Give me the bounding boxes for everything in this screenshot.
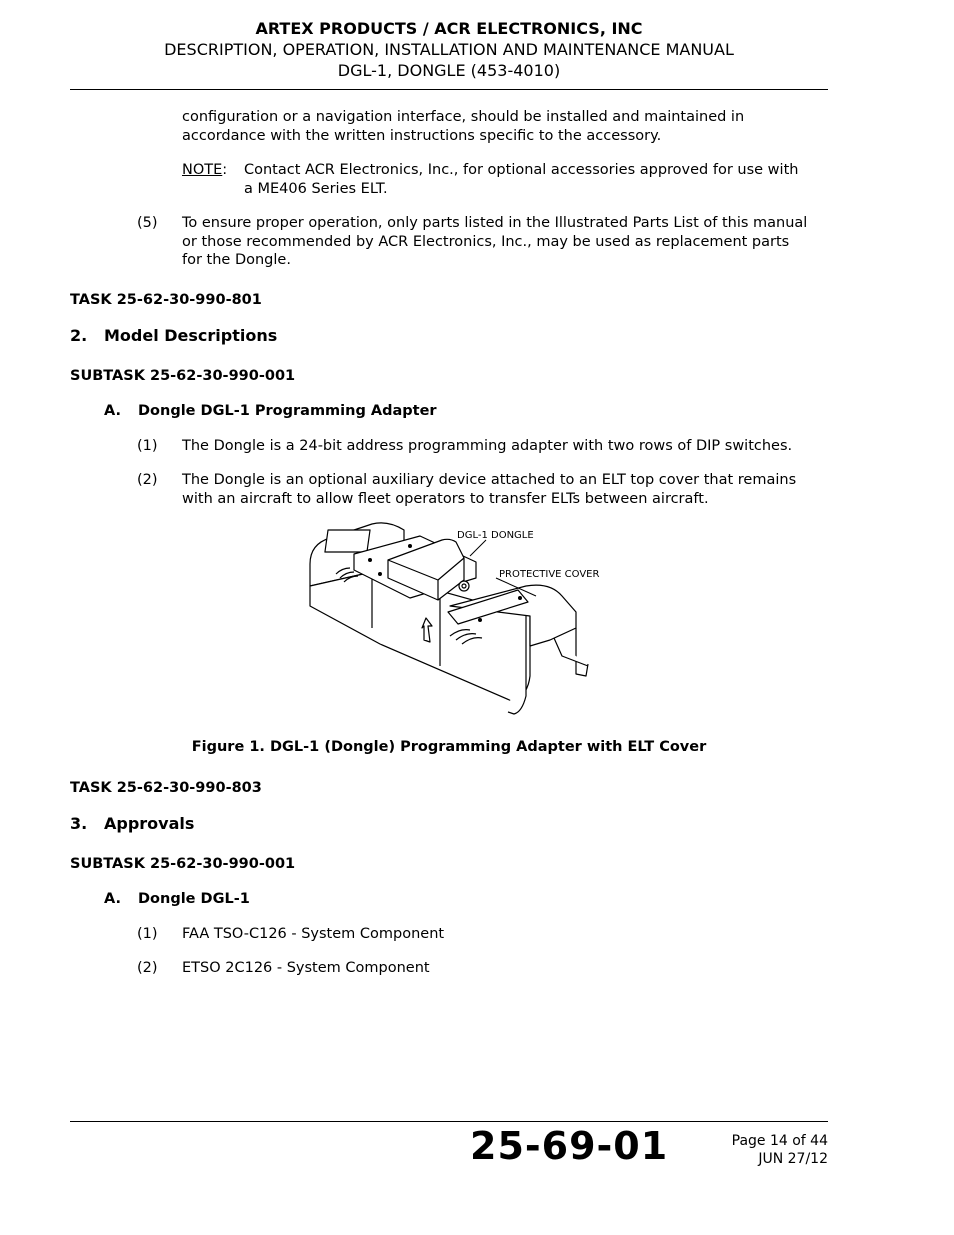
continued-paragraph: configuration or a navigation interface, should be installed and maintained in accordance with the written instructions specific to the accessory. [182,109,745,144]
subsection-a2-title: Dongle DGL-1 [138,891,250,907]
note-colon: : [222,162,228,178]
rear-window [325,530,370,552]
header-manual-title: DESCRIPTION, OPERATION, INSTALLATION AND MAINTENANCE MANUAL [164,40,734,59]
subtask-001-b: SUBTASK 25-62-30-990-001 [70,856,296,872]
approval-2-number: (2) [137,960,158,976]
section-3-number: 3. [70,814,88,833]
section-2-number: 2. [70,326,88,345]
subtask-001-a: SUBTASK 25-62-30-990-001 [70,368,296,384]
footer-document-code: 25-69-01 [470,1124,669,1168]
header-rule [70,89,828,90]
desc-2-number: (2) [137,472,158,488]
section-2-title: Model Descriptions [104,326,278,345]
header-product: DGL-1, DONGLE (453-4010) [337,61,561,80]
note-label-text: NOTE [182,162,223,178]
desc-1-text: The Dongle is a 24-bit address programming adapter with two rows of DIP switches. [182,438,793,454]
task-803: TASK 25-62-30-990-803 [70,780,262,796]
item-5-number: (5) [137,215,158,231]
item-5-text: To ensure proper operation, only parts listed in the Illustrated Parts List of this manual or those recommended by ACR Electronics, Inc., may be used as replacement parts for the Dongle. [182,215,808,268]
label-protective-cover: PROTECTIVE COVER [499,569,600,580]
footer-date: JUN 27/12 [758,1151,828,1167]
footer-page-info [680,1132,828,1168]
desc-2-text: The Dongle is an optional auxiliary device attached to an ELT top cover that remains with an aircraft to allow fleet operators to transfer ELTs between aircraft. [182,472,797,507]
subsection-a2-letter: A. [104,891,121,907]
figure-1-caption: Figure 1. DGL-1 (Dongle) Programming Adapter with ELT Cover [191,739,707,755]
note-text: Contact ACR Electronics, Inc., for optional accessories approved for use with a ME406 Series ELT. [244,162,799,197]
desc-1-number: (1) [137,438,158,454]
footer-rule [70,1121,828,1122]
approval-1-number: (1) [137,926,158,942]
task-801: TASK 25-62-30-990-801 [70,292,262,308]
section-3-title: Approvals [104,814,195,833]
approval-1-text: FAA TSO-C126 - System Component [182,926,445,942]
dongle-figure [300,516,600,718]
subsection-a-title: Dongle DGL-1 Programming Adapter [138,403,437,419]
header-company: ARTEX PRODUCTS / ACR ELECTRONICS, INC [255,19,643,38]
subsection-a-letter: A. [104,403,121,419]
approval-2-text: ETSO 2C126 - System Component [182,960,430,976]
note-label [182,161,227,180]
footer-page-number: Page 14 of 44 [731,1133,828,1149]
label-dgl1-dongle: DGL-1 DONGLE [457,530,534,541]
